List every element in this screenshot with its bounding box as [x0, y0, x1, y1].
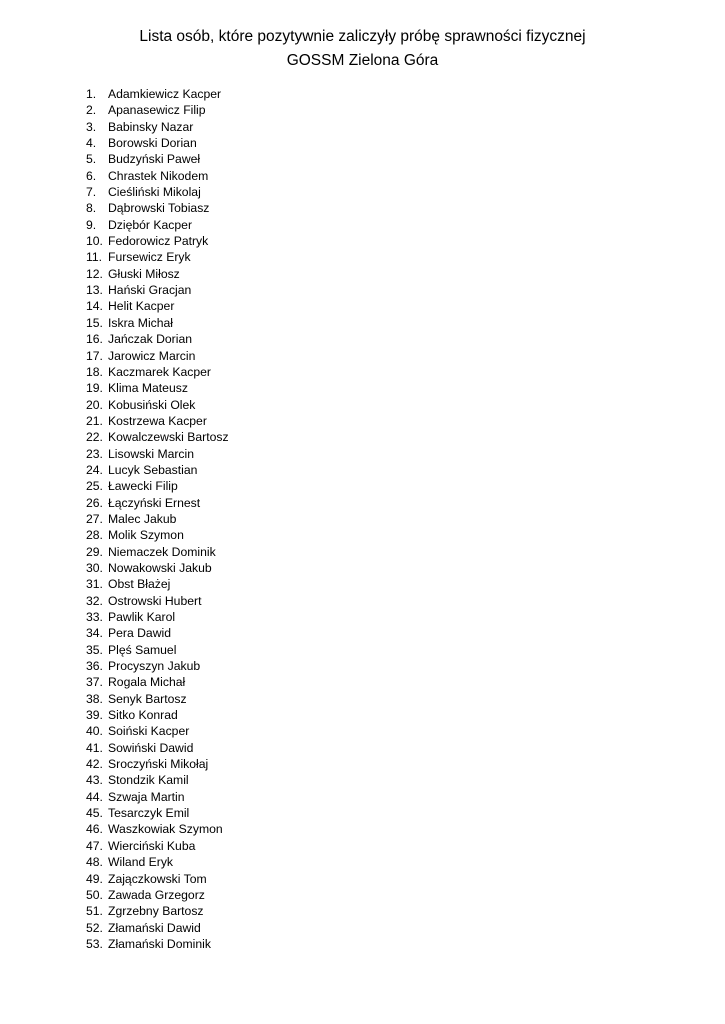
list-item-number: 20. — [86, 397, 103, 412]
list-item-name: Stondzik Kamil — [108, 773, 189, 788]
list-item-number: 23. — [86, 446, 103, 461]
list-item-number: 34. — [86, 626, 103, 641]
list-item-number: 24. — [86, 462, 103, 477]
list-item — [86, 446, 229, 462]
list-item — [86, 200, 229, 216]
list-item-number: 50. — [86, 887, 103, 902]
list-item-name: Apanasewicz Filip — [108, 103, 206, 118]
list-item-number: 14. — [86, 299, 103, 314]
list-item-number: 42. — [86, 757, 103, 772]
list-item-name: Pera Dawid — [108, 626, 171, 641]
list-item-number: 41. — [86, 740, 103, 755]
list-item-name: Hański Gracjan — [108, 283, 192, 298]
list-item — [86, 315, 229, 331]
list-item-name: Chrastek Nikodem — [108, 168, 209, 183]
list-item-number: 18. — [86, 364, 103, 379]
list-item — [86, 151, 229, 167]
document-title: Lista osób, które pozytywnie zaliczyły próbę sprawności fizycznej — [139, 28, 586, 45]
list-item — [86, 249, 229, 265]
list-item-number: 17. — [86, 348, 103, 363]
list-item — [86, 331, 229, 347]
list-item-number: 12. — [86, 266, 103, 281]
list-item-name: Głuski Miłosz — [108, 266, 180, 281]
list-item-number: 13. — [86, 283, 103, 298]
list-item-number: 2. — [86, 103, 97, 118]
list-item — [86, 691, 229, 707]
list-item-number: 5. — [86, 152, 97, 167]
list-item-name: Wiland Eryk — [108, 855, 174, 870]
list-item-name: Kowalczewski Bartosz — [108, 430, 229, 445]
list-item-name: Jańczak Dorian — [108, 332, 192, 347]
list-item — [86, 266, 229, 282]
list-item-number: 49. — [86, 871, 103, 886]
list-item-name: Zajączkowski Tom — [108, 871, 207, 886]
list-item-number: 4. — [86, 136, 97, 151]
list-item-number: 46. — [86, 822, 103, 837]
list-item-name: Sroczyński Mikołaj — [108, 757, 209, 772]
list-item-name: Wierciński Kuba — [108, 838, 196, 853]
list-item-number: 28. — [86, 528, 103, 543]
list-item-number: 8. — [86, 201, 97, 216]
list-item — [86, 658, 229, 674]
list-item — [86, 871, 229, 887]
list-item-number: 44. — [86, 789, 103, 804]
list-item-name: Sitko Konrad — [108, 708, 178, 723]
list-item-number: 53. — [86, 936, 103, 951]
list-item-number: 43. — [86, 773, 103, 788]
list-item — [86, 527, 229, 543]
list-item-number: 33. — [86, 610, 103, 624]
list-item — [86, 854, 229, 870]
list-item — [86, 707, 229, 723]
list-item-number: 45. — [86, 806, 103, 821]
list-item-name: Obst Błażej — [108, 577, 171, 592]
list-item-name: Klima Mateusz — [108, 381, 188, 396]
list-item — [86, 364, 229, 380]
list-item-name: Babinsky Nazar — [108, 119, 194, 134]
list-item-name: Cieśliński Mikolaj — [108, 185, 201, 200]
list-item-name: Złamański Dawid — [108, 920, 201, 935]
list-item — [86, 429, 229, 445]
list-item-number: 35. — [86, 642, 103, 657]
list-item-number: 6. — [86, 168, 97, 183]
list-item — [86, 920, 229, 936]
list-item — [86, 642, 229, 658]
list-item — [86, 821, 229, 837]
list-item-number: 52. — [86, 920, 103, 935]
list-item-number: 21. — [86, 413, 103, 428]
list-item-number: 31. — [86, 577, 103, 592]
list-item — [86, 348, 229, 364]
list-item-name: Ostrowski Hubert — [108, 593, 202, 608]
list-item — [86, 282, 229, 298]
list-item-number: 38. — [86, 691, 103, 706]
list-item-number: 9. — [86, 217, 97, 232]
list-item-name: Sowiński Dawid — [108, 740, 194, 755]
list-item-name: Zawada Grzegorz — [108, 887, 205, 902]
list-item — [86, 217, 229, 233]
list-item-name: Szwaja Martin — [108, 789, 185, 804]
list-item-name: Pawlik Karol — [108, 610, 176, 624]
list-item — [86, 609, 229, 625]
list-item — [86, 413, 229, 429]
list-item — [86, 478, 229, 494]
document-subtitle: GOSSM Zielona Góra — [286, 52, 439, 69]
list-item-name: Rogala Michał — [108, 675, 186, 690]
list-item-number: 26. — [86, 495, 103, 510]
list-item-name: Helit Kacper — [108, 299, 175, 314]
list-item — [86, 511, 229, 527]
list-item-number: 30. — [86, 560, 103, 575]
list-item — [86, 772, 229, 788]
list-item-name: Budzyński Paweł — [108, 152, 201, 167]
list-item-number: 1. — [86, 87, 97, 101]
list-item — [86, 135, 229, 151]
list-item-name: Jarowicz Marcin — [108, 348, 196, 363]
list-item — [86, 86, 229, 102]
list-item-name: Nowakowski Jakub — [108, 560, 212, 575]
list-item-name: Dziębór Kacper — [108, 217, 192, 232]
list-item-number: 3. — [86, 119, 97, 134]
list-item-number: 27. — [86, 511, 103, 526]
list-item-number: 29. — [86, 544, 103, 559]
list-item-number: 11. — [86, 250, 103, 265]
list-item-name: Senyk Bartosz — [108, 691, 187, 706]
list-item — [86, 887, 229, 903]
list-item — [86, 168, 229, 184]
list-item — [86, 233, 229, 249]
list-item-name: Kostrzewa Kacper — [108, 413, 207, 428]
list-item-name: Tesarczyk Emil — [108, 806, 190, 821]
list-item-number: 16. — [86, 332, 103, 347]
list-item — [86, 462, 229, 478]
list-item-name: Waszkowiak Szymon — [108, 822, 223, 837]
list-item-name: Lucyk Sebastian — [108, 462, 198, 477]
list-item — [86, 625, 229, 641]
list-item-name: Dąbrowski Tobiasz — [108, 201, 210, 216]
list-item — [86, 593, 229, 609]
list-item-name: Kobusiński Olek — [108, 397, 196, 412]
list-item-name: Iskra Michał — [108, 315, 174, 330]
list-item — [86, 184, 229, 200]
list-item-number: 7. — [86, 185, 97, 200]
list-item — [86, 576, 229, 592]
list-item-name: Procyszyn Jakub — [108, 659, 201, 674]
list-item-number: 19. — [86, 381, 103, 396]
list-item — [86, 936, 229, 952]
list-item-name: Soiński Kacper — [108, 724, 190, 739]
list-item-name: Plęś Samuel — [108, 642, 177, 657]
list-item-number: 48. — [86, 855, 103, 870]
list-item — [86, 544, 229, 560]
list-item — [86, 102, 229, 118]
list-item-name: Adamkiewicz Kacper — [108, 87, 222, 101]
list-item-number: 36. — [86, 659, 103, 674]
list-item-name: Fedorowicz Patryk — [108, 234, 209, 249]
list-item-name: Ławecki Filip — [108, 479, 178, 494]
list-item-name: Borowski Dorian — [108, 136, 197, 151]
list-item — [86, 740, 229, 756]
list-item — [86, 119, 229, 135]
list-item — [86, 789, 229, 805]
list-item-name: Lisowski Marcin — [108, 446, 195, 461]
list-item-number: 22. — [86, 430, 103, 445]
list-item — [86, 674, 229, 690]
list-item-number: 15. — [86, 315, 103, 330]
list-item — [86, 298, 229, 314]
passed-candidates-list — [86, 86, 229, 952]
list-item-name: Kaczmarek Kacper — [108, 364, 211, 379]
list-item-number: 37. — [86, 675, 103, 690]
list-item-number: 51. — [86, 904, 103, 919]
list-item-name: Łączyński Ernest — [108, 495, 201, 510]
list-item-name: Złamański Dominik — [108, 936, 211, 951]
list-item-name: Molik Szymon — [108, 528, 184, 543]
list-item — [86, 756, 229, 772]
list-item — [86, 560, 229, 576]
list-item-number: 39. — [86, 708, 103, 723]
list-item-number: 25. — [86, 479, 103, 494]
list-item-name: Fursewicz Eryk — [108, 250, 191, 265]
list-item-number: 40. — [86, 724, 103, 739]
list-item-number: 10. — [86, 234, 103, 249]
list-item-number: 32. — [86, 593, 103, 608]
list-item-name: Niemaczek Dominik — [108, 544, 216, 559]
list-item-name: Zgrzebny Bartosz — [108, 904, 204, 919]
list-item — [86, 397, 229, 413]
list-item — [86, 903, 229, 919]
list-item-number: 47. — [86, 838, 103, 853]
list-item — [86, 380, 229, 396]
list-item-name: Malec Jakub — [108, 511, 177, 526]
list-item — [86, 723, 229, 739]
list-item — [86, 805, 229, 821]
list-item — [86, 495, 229, 511]
list-item — [86, 838, 229, 854]
